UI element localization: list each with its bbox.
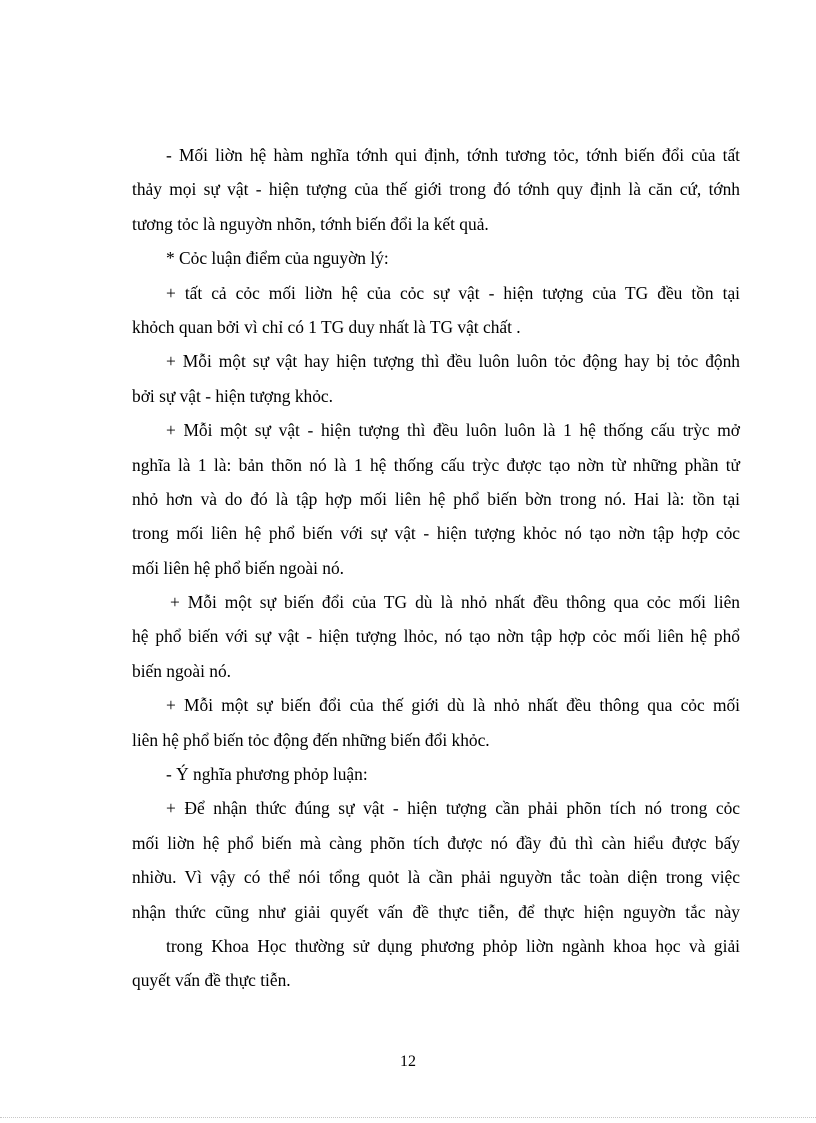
text-line: + Mỗi một sự biến đổi của TG dù là nhỏ nhất đều thông qua cỏc mối liên [170, 592, 740, 613]
text-line: - Ý nghĩa phương phỏp luận: [166, 764, 368, 785]
text-line: nhỏ hơn và do đó là tập hợp mối liên hệ phổ biến bờn trong nó. Hai là: tồn tại [132, 488, 740, 509]
text-line: khỏch quan bởi vì chỉ có 1 TG duy nhất là TG vật chất . [132, 316, 521, 337]
text-line: trong mối liên hệ phổ biến với sự vật - hiện tượng khỏc nó tạo nờn tập hợp cỏc [132, 523, 740, 544]
text-line: thảy mọi sự vật - hiện tượng của thế giới trong đó tớnh quy định là căn cứ, tớnh [132, 179, 740, 200]
text-line: + Để nhận thức đúng sự vật - hiện tượng cần phải phõn tích nó trong cỏc [166, 798, 740, 819]
page-bottom-edge [0, 1117, 816, 1118]
text-line: tương tỏc là nguyờn nhõn, tớnh biến đổi la kết quả. [132, 213, 489, 234]
text-line: bởi sự vật - hiện tượng khỏc. [132, 385, 333, 406]
text-line: mối liên hệ phổ biến ngoài nó. [132, 557, 345, 578]
text-line: * Cỏc luận điểm của nguyờn lý: [166, 248, 389, 269]
text-line: + Mỗi một sự biến đổi của thế giới dù là nhỏ nhất đều thông qua cỏc mối [166, 695, 740, 716]
text-line: quyết vấn đề thực tiễn. [132, 970, 291, 991]
text-line: nhận thức cũng như giải quyết vấn đề thực tiễn, để thực hiện nguyờn tắc này [132, 901, 740, 922]
text-line: biến ngoài nó. [132, 660, 232, 681]
text-line: + Mỗi một sự vật - hiện tượng thì đều luôn luôn là 1 hệ thống cấu trỳc mở [166, 420, 740, 441]
text-line: liên hệ phổ biến tỏc động đến những biến đổi khỏc. [132, 729, 490, 750]
text-line: nhiờu. Vì vậy có thể nói tổng quỏt là cần phải nguyờn tắc toàn diện trong việc [132, 867, 740, 888]
text-line: + tất cả cỏc mối liờn hệ của cỏc sự vật - hiện tượng của TG đều tồn tại [166, 282, 740, 303]
document-body [132, 138, 740, 998]
text-line: trong Khoa Học thường sử dụng phương phỏp liờn ngành khoa học và giải [166, 935, 740, 956]
text-line: + Mỗi một sự vật hay hiện tượng thì đều luôn luôn tỏc động hay bị tỏc độnh [166, 351, 740, 372]
text-line: - Mối liờn hệ hàm nghĩa tớnh qui định, tớnh tương tỏc, tớnh biến đổi của tất [166, 145, 740, 165]
text-line: mối liờn hệ phổ biến mà càng phõn tích được nó đầy đủ thì càn hiểu được bấy [132, 832, 740, 853]
page-number: 12 [400, 1053, 416, 1070]
text-line: hệ phổ biến với sự vật - hiện tượng lhỏc, nó tạo nờn tập hợp cỏc mối liên hệ phổ [132, 626, 740, 647]
text-line: nghĩa là 1 là: bản thõn nó là 1 hệ thống cấu trỳc được tạo nờn từ những phần tử [132, 454, 740, 475]
